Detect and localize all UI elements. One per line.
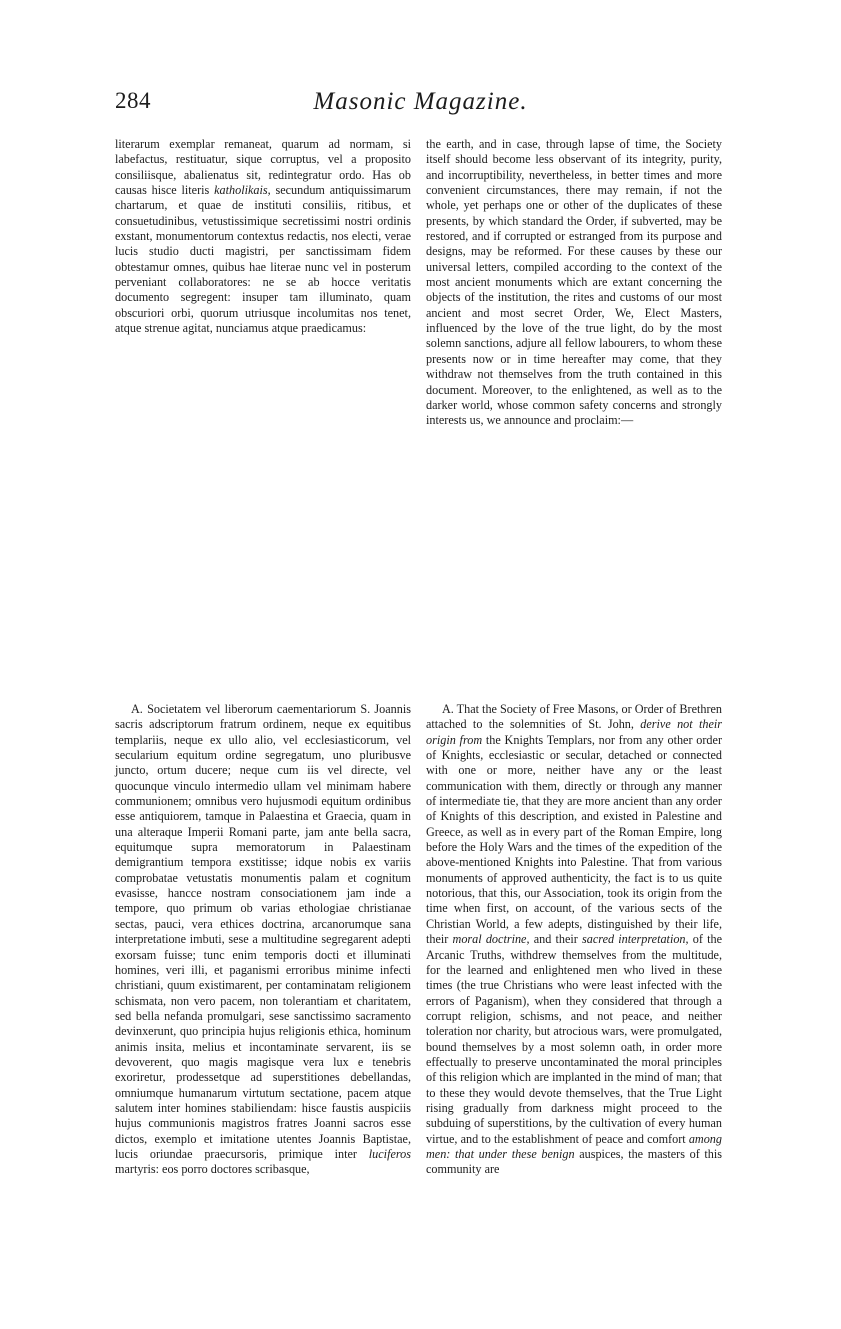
left-intro-paragraph (115, 137, 411, 336)
right-section-a-emphasis-4: among men: that under these benign (426, 1131, 722, 1161)
right-section-a-emphasis-1: derive not their origin from (426, 717, 722, 747)
running-title: Masonic Magazine. (313, 88, 528, 115)
left-section-a-text: A. Societatem vel liberorum caementariorum S. Joannis sacris adscriptorum fratrum ordinem, neque ex equitibus templariis, neque ex ullo alio, vel ecclesiasticorum, vel secularium equitum ordine segregatum, uno pluribusve juncto, ortum ducere; neque cum iis vel directe, vel quocunque vinculo intermedio ullam vel minimam habere communionem; omnibus vero hujusmodi equitum ordinibus esse antiquiorem, tamque in Palaestina et Graecia, quam in una alteraque Imperii Romani parte, jam ante bella sacra, equitumque supra memoratorum in Palaestinam demigrantium tempora exstitisse; idque nobis ex variis comprobatae vetustatis monumentis palam et cognitum evasisse, hancce nostram consociationem jam inde a tempore, quo primum ob varias ethologiae christianae sectas, pauci, vera ethices doctrina, arcanorumque sana interpretatione imbuti, sese a multitudine segregarent adepti exorsam fuisse; tunc enim temporis docti et illuminati homines, veri illi, et paganismi erroribus minime infecti christiani, quum existimarent, per contaminatam religionem schismata, non vero pacem, non tolerantiam et charitatem, sed bella nefanda promulgari, sese sanctissimo sacramento devinxerunt, quo principia hujus religionis ethica, hominum animis insita, melius et incontaminate servarent, iis se devoverent, quo magis magisque vera lux e tenebris exoriretur, prodessetque ad superstitiones debellandas, omniumque humanarum virtutum sectatione, pacem atque salutem inter homines stabiliendam: hisce faustis auspiciis hujus communionis magistros fratres Joanni sacros esse dictos, exemplo et imitatione utentes Joannis Baptistae, lucis oriundae praecursoris, primique inter (115, 702, 411, 1161)
right-section-a-emphasis-2: moral doctrine, (452, 932, 530, 947)
right-intro-paragraph: the earth, and in case, through lapse of time, the Society itself should become less observant of its integrity, purity, and incorruptibility, nevertheless, in better times and more convenient circumstances, there may remain, if not the whole, yet perhaps one or other of the duplicates of these presents, by which standard the Order, if subverted, may be restored, and if corrupted or estranged from its purpose and designs, may be reformed. For these causes by these our universal letters, compiled according to the context of the most ancient monuments which are extant concerning the objects of the institution, the rites and customs of our most ancient and most secret Order, We, Elect Masters, influenced by the love of the true light, do by the most solemn sanctions, adjure all fellow labourers, to whom these presents now or in time hereafter may come, that they withdraw not themselves from the truth contained in this document. Moreover, to the enlightened, as well as to the darker world, whose common safety concerns and strongly interests us, we announce and proclaim:— (426, 137, 722, 428)
right-section-a-text-2: the Knights Templars, nor from any other order of Knights, ecclesiastic or secular, detached or connected with one or more, neither have any or the least communication with them, directly or through any manner of intermediate tie, that they are more ancient than any order of Knights of this description, and existed in Palestine and Greece, as well as in every part of the Roman Empire, long before the Holy Wars and the times of the expedition of the above-mentioned Knights into Palestine. That from various monuments of approved authenticity, the fact is to us quite notorious, that this, our Association, took its origin from the time when first, on account, of the various sects of the Christian World, a few adepts, distinguished by their life, their (426, 732, 722, 947)
left-section-a-paragraph (115, 702, 411, 1178)
right-section-a-paragraph (426, 702, 722, 1178)
left-intro-text: literarum exemplar remaneat, quarum ad normam, si labefactus, restituatur, sique corruptus, vel a proposito consiliisque, abalienatus sit, redintegratur ordo. Has ob causas hisce literis (115, 137, 411, 198)
left-section-a-tail: martyris: eos porro doctores scribasque, (115, 1162, 310, 1177)
right-section-a-text-5: auspices, the masters of this community are (426, 1146, 723, 1177)
page-number: 284 (115, 88, 151, 113)
left-intro-text-continued: secundum antiquissimarum chartarum, et quae de instituti consiliis, ritibus, et consuetudinibus, vetustissimique secretissimi nostri ordinis exstant, monumentorum contextus redactis, nos electi, verae lucis studio ducti magistri, per sanctissimam fidem obtestamur omnes, quibus hae literae nunc vel in posterum perveniant collaboratores: ne se ab hocce veritatis documento segregent: insuper tam illuminato, quam obscuriori orbi, quorum utriusque incolumitas nos tenet, atque strenue agitat, nunciamus atque praedicamus: (115, 183, 411, 336)
right-column (426, 137, 723, 1177)
page-header (0, 88, 841, 122)
right-section-a-text-3: and their (529, 932, 583, 947)
right-section-a-emphasis-3: sacred interpretation, (582, 932, 689, 947)
right-section-a-text-4: of the Arcanic Truths, withdrew themselves from the multitude, for the learned and enlightened men who lived in these times (the true Christians who were least infected with the errors of Paganism), when they considered that through a corrupt religion, schisms, and not peace, and neither toleration nor charity, but atrocious wars, were promulgated, bound themselves by a most solemn oath, in order more effectually to preserve uncontaminated the moral principles of this religion which are implanted in the mind of man; that to these they would devote themselves, that the True Light rising gradually from darkness might proceed to the subduing of superstitions, by the cultivation of every human virtue, and to the establishment of peace and comfort (426, 932, 722, 1146)
left-section-a-emphasis: luciferos (368, 1146, 411, 1161)
right-section-a-text-1: A. That the Society of Free Masons, or Order of Brethren attached to the solemnities of St. John, (426, 702, 723, 732)
left-column (115, 137, 411, 1177)
left-intro-emphasis: katholikais, (214, 183, 271, 198)
